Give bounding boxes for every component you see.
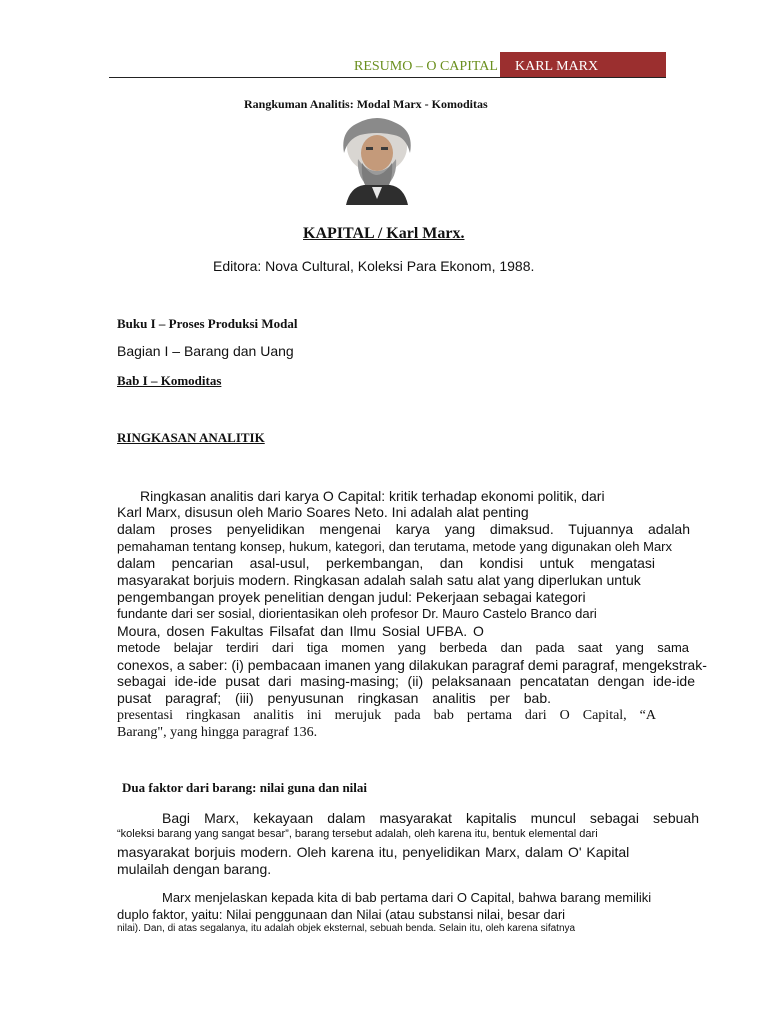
paragraph-line: duplo faktor, yaitu: Nilai penggunaan dan Nilai (atau substansi nilai, besar dari bbox=[117, 907, 566, 922]
book-heading: Buku I – Proses Produksi Modal bbox=[117, 316, 298, 331]
paragraph-line: Ringkasan analitis dari karya O Capital: kritik terhadap ekonomi politik, dari bbox=[140, 488, 605, 504]
paragraph-line: Barang", yang hingga paragraf 136. bbox=[117, 725, 318, 740]
header-title-green: RESUMO – O CAPITAL bbox=[354, 59, 498, 74]
paragraph-line: conexos, a saber: (i) pembacaan imanen yang dilakukan paragraf demi paragraf, mengekstrak- bbox=[117, 657, 707, 673]
marx-portrait-image bbox=[336, 113, 418, 205]
header-rule bbox=[109, 77, 666, 78]
paragraph-line: fundante dari ser sosial, diorientasikan oleh profesor Dr. Mauro Castelo Branco dari bbox=[117, 606, 597, 621]
header-title-white: KARL MARX bbox=[515, 59, 599, 74]
paragraph-line: pengembangan proyek penelitian dengan judul: Pekerjaan sebagai kategori bbox=[117, 589, 586, 605]
document-subtitle: Rangkuman Analitis: Modal Marx - Komoditas bbox=[244, 97, 488, 111]
publisher-line: Editora: Nova Cultural, Koleksi Para Ekonom, 1988. bbox=[213, 258, 535, 274]
paragraph-line: nilai). Dan, di atas segalanya, itu adalah objek eksternal, sebuah benda. Selain itu, oleh karena sifatnya bbox=[117, 923, 576, 934]
paragraph-line: Marx menjelaskan kepada kita di bab pertama dari O Capital, bahwa barang memiliki bbox=[162, 890, 652, 905]
subsection-heading: Dua faktor dari barang: nilai guna dan nilai bbox=[122, 780, 368, 795]
paragraph-line: Bagi Marx, kekayaan dalam masyarakat kapitalis muncul sebagai sebuah bbox=[162, 810, 699, 826]
paragraph-line: masyarakat borjuis modern. Ringkasan adalah salah satu alat yang diperlukan untuk bbox=[117, 572, 641, 588]
paragraph-line: Karl Marx, disusun oleh Mario Soares Neto. Ini adalah alat penting bbox=[117, 504, 529, 520]
section-heading: RINGKASAN ANALITIK bbox=[117, 430, 265, 445]
paragraph-line: pemahaman tentang konsep, hukum, kategori, dan terutama, metode yang digunakan oleh Marx bbox=[117, 539, 673, 554]
paragraph-line: presentasi ringkasan analitis ini merujuk pada bab pertama dari O Capital, “A bbox=[117, 708, 656, 723]
paragraph-line: metode belajar terdiri dari tiga momen yang berbeda dan pada saat yang sama bbox=[117, 640, 689, 655]
paragraph-line: mulailah dengan barang. bbox=[117, 861, 272, 877]
paragraph-line: dalam pencarian asal-usul, perkembangan, dan kondisi untuk mengatasi bbox=[117, 555, 655, 571]
book-title: KAPITAL / Karl Marx. bbox=[303, 225, 465, 242]
paragraph-line: sebagai ide-ide pusat dari masing-masing; (ii) pelaksanaan pencatatan dengan ide-ide bbox=[117, 673, 695, 689]
paragraph-line: masyarakat borjuis modern. Oleh karena itu, penyelidikan Marx, dalam O' Kapital bbox=[117, 844, 630, 860]
paragraph-line: “koleksi barang yang sangat besar”, barang tersebut adalah, oleh karena itu, bentuk elemental dari bbox=[117, 828, 598, 840]
paragraph-line: dalam proses penyelidikan mengenai karya yang dimaksud. Tujuannya adalah bbox=[117, 521, 690, 537]
paragraph-line: pusat paragraf; (iii) penyusunan ringkasan analitis per bab. bbox=[117, 690, 551, 706]
paragraph-line: Moura, dosen Fakultas Filsafat dan Ilmu Sosial UFBA. O bbox=[117, 623, 484, 639]
chapter-heading: Bab I – Komoditas bbox=[117, 373, 222, 388]
part-heading: Bagian I – Barang dan Uang bbox=[117, 343, 294, 359]
